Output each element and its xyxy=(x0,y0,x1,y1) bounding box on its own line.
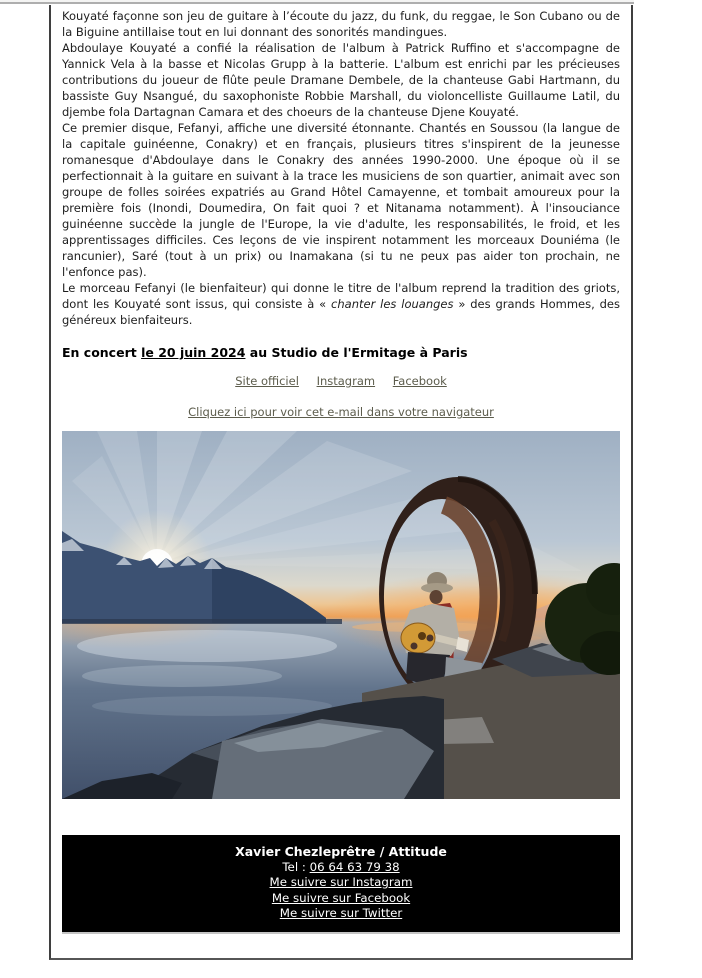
footer-instagram-link[interactable]: Me suivre sur Instagram xyxy=(269,875,413,889)
paragraph-album: Ce premier disque, Fefanyi, affiche une diversité étonnante. Chantés en Soussou (la langue de la capitale guinéenne, Conakry) et en français, plusieurs titres s'inspirent de la jeunesse romanesque d'Abdoulaye dans le Conakry des années 1990-2000. Une époque où il se perfectionnait à la guitare en suivant à la trace les musiciens de son quartier, animait avec son groupe de folles soirées expatriés au Grand Hôtel Camayenne, et tombait amoureux pour la première fois (Inondi, Doumedira, On fait quoi ? et Nitanama notamment). À l'insouciance guinéenne succède la jungle de l'Europe, la vie d'adulte, les responsabilités, le froid, et les apprentissages difficiles. Ces leçons de vie inspirent notamment les morceaux Douniéma (le rancunier), Saré (tout à un prix) ou Inamakana (si tu ne peux pas aider ton prochain, ne l'enfonce pas). xyxy=(62,121,620,279)
previous-block-edge xyxy=(0,0,634,4)
phone-link[interactable]: 06 64 63 79 38 xyxy=(309,859,400,874)
paragraph-fefanyi-end: » des grands Hommes, des généreux bienfaiteurs. xyxy=(62,297,620,327)
email-content-frame xyxy=(49,5,633,960)
article-body xyxy=(62,8,620,328)
face xyxy=(430,590,443,604)
social-links-row xyxy=(62,374,620,388)
paragraph-fefanyi-text: Le morceau Fefanyi (le bienfaiteur) qui donne le titre de l'album reprend la tradition des griots, dont les Kouyaté sont issus, qui consiste à « xyxy=(62,281,620,311)
footer-facebook-link[interactable]: Me suivre sur Facebook xyxy=(271,890,411,905)
concert-prefix: En concert xyxy=(62,345,142,360)
concert-date-link[interactable]: le 20 juin 2024 xyxy=(141,345,246,360)
concert-venue: au Studio de l'Ermitage à Paris xyxy=(245,345,468,360)
contact-phone-line xyxy=(62,860,620,876)
view-in-browser-row xyxy=(62,405,620,419)
contact-footer xyxy=(62,835,620,932)
facebook-link[interactable]: Facebook xyxy=(392,374,447,388)
italic-quote: chanter les louanges xyxy=(331,297,454,311)
paragraph-influences: Kouyaté façonne son jeu de guitare à l’écoute du jazz, du funk, du reggae, le Son Cubano ou de la Biguine antillaise tout en lui donnant des sonorités mandingues. xyxy=(62,9,620,39)
instagram-link[interactable]: Instagram xyxy=(316,374,376,388)
footer-twitter-link[interactable]: Me suivre sur Twitter xyxy=(279,906,403,920)
hand xyxy=(427,635,434,642)
paragraph-fefanyi xyxy=(62,280,620,328)
view-in-browser-link[interactable]: Cliquez ici pour voir cet e-mail dans votre navigateur xyxy=(188,405,494,419)
phone-label: Tel : xyxy=(282,859,310,874)
contact-name: Xavier Chezleprêtre / Attitude xyxy=(235,844,447,859)
paragraph-musicians: Abdoulaye Kouyaté a confié la réalisation de l'album à Patrick Ruffino et s'accompagne de Yannick Vela à la basse et Nicolas Grupp à la batterie. L'album est enrichi par les précieuses contributions du joueur de flûte peule Dramane Dembele, de la chanteuse Gabi Hartmann, du bassiste Guy Nsangué, du saxophoniste Robbie Marshall, du violoncelliste Guillaume Latil, du djembe fola Dartagnan Camara et des choeurs de la chanteuse Djene Kouyaté. xyxy=(62,41,620,119)
concert-announcement xyxy=(62,345,620,360)
official-site-link[interactable]: Site officiel xyxy=(235,374,299,388)
artist-photo xyxy=(62,431,620,799)
